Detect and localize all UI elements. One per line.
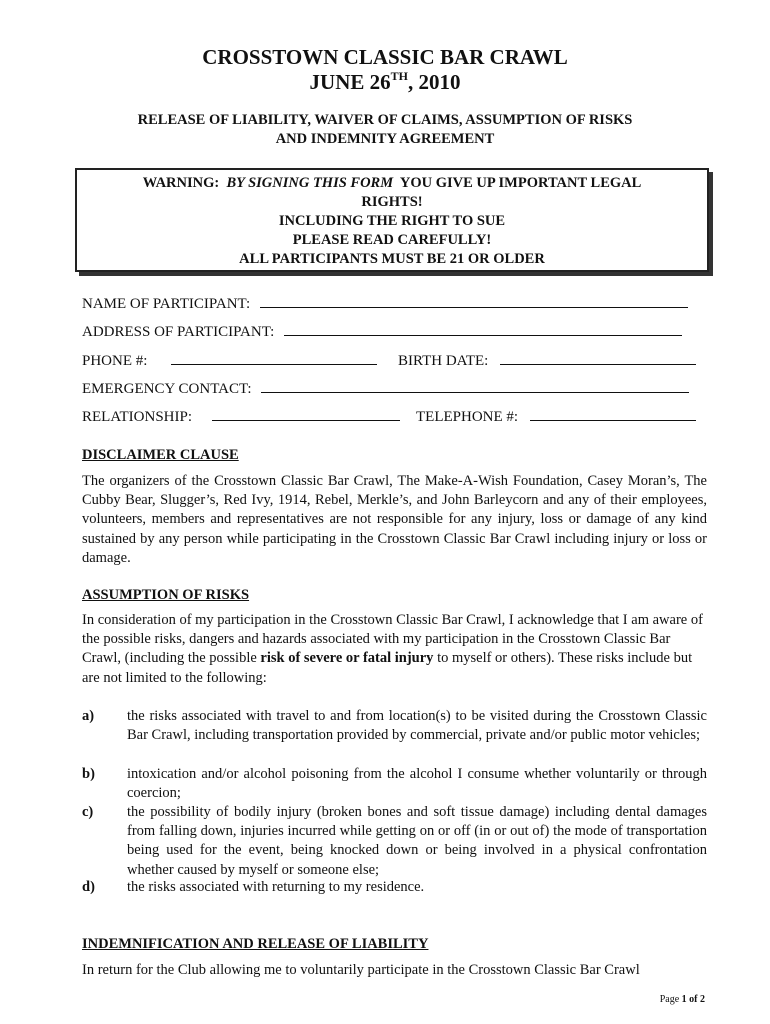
warning-line1-rest: YOU GIVE UP IMPORTANT LEGAL [399,175,642,191]
risk-item-letter: b) [82,766,95,782]
indemnification-text: In return for the Club allowing me to voluntarily participate in the Crosstown Classic Bar Crawl [82,962,640,978]
risk-item [82,765,707,803]
emergency-label: EMERGENCY CONTACT: [82,381,252,397]
assumption-text-bold: risk of severe or fatal injury [260,650,434,667]
document-title: CROSSTOWN CLASSIC BAR CRAWL [202,45,568,69]
risk-item [82,803,707,880]
event-date-day: JUNE 26 [309,70,391,94]
subtitle-line1: RELEASE OF LIABILITY, WAIVER OF CLAIMS, ASSUMPTION OF RISKS [137,112,633,128]
warning-box [75,168,709,272]
emergency-field-row [82,378,689,399]
subtitle-line2: AND INDEMNITY AGREEMENT [275,131,495,147]
birth-field-row [398,350,696,371]
risk-item-letter: d) [82,879,95,895]
page-prefix: Page [659,994,680,1005]
page-count: 1 of 2 [681,994,705,1005]
risk-item-text: intoxication and/or alcohol poisoning from the alcohol I consume whether voluntarily or through coercion; [127,766,707,802]
risk-item-letter: a) [82,708,95,724]
warning-line4: PLEASE READ CAREFULLY! [292,232,492,248]
phone-label: PHONE #: [82,353,148,369]
event-date-year: , 2010 [407,70,461,94]
warning-line1 [77,174,707,193]
risk-item-text: the possibility of bodily injury (broken bones and soft tissue damage) including dental damages from falling down, injuries incurred while getting on or off (in or out of) the mode of transportation being used for the event, being knocked down or being involved in a physical confrontation whether caused by myself or someone else; [127,804,707,878]
phone-field-row [82,350,377,371]
telephone-input-line[interactable] [530,406,696,421]
relationship-input-line[interactable] [212,406,400,421]
name-field-row [82,293,688,314]
warning-line2: RIGHTS! [361,194,423,210]
telephone-field-row [416,406,696,427]
name-input-line[interactable] [260,293,688,308]
address-label: ADDRESS OF PARTICIPANT: [82,324,275,340]
risk-item [82,707,707,745]
indemnification-heading: INDEMNIFICATION AND RELEASE OF LIABILITY [82,936,429,952]
risk-item-text: the risks associated with travel to and from location(s) to be visited during the Crosstown Classic Bar Crawl, including transportation provided by commercial, private and/or public motor vehicles; [127,708,707,744]
warning-italic: BY SIGNING THIS FORM [226,175,394,191]
warning-line3: INCLUDING THE RIGHT TO SUE [278,213,506,229]
address-field-row [82,321,682,342]
assumption-text-before: In consideration of my participation in the Crosstown Classic Bar Crawl, I acknowledge that I am aware of the possible risks, dangers and hazards associated with my participation in the Crosstown Classic Bar Crawl, (including the possible [82,612,703,667]
page-number [660,994,705,1005]
address-input-line[interactable] [284,321,682,336]
relationship-label: RELATIONSHIP: [82,409,193,425]
assumption-heading: ASSUMPTION OF RISKS [82,587,250,603]
assumption-text-after: to myself or others). These risks include but are not limited to the following: [82,650,693,686]
name-label: NAME OF PARTICIPANT: [82,296,251,312]
relationship-field-row [82,406,400,427]
disclaimer-heading: DISCLAIMER CLAUSE [82,447,239,463]
phone-input-line[interactable] [171,350,377,365]
disclaimer-text: The organizers of the Crosstown Classic Bar Crawl, The Make-A-Wish Foundation, Casey Moran’s, The Cubby Bear, Slugger’s, Red Ivy, 1914, Rebel, Merkle’s, and John Barleycorn and any of their employees, volunteers, members and representatives are not responsible for any injury, loss or damage of any kind sustained by any person while participating in the Crosstown Classic Bar Crawl including injury or loss or damage. [82,473,707,566]
emergency-input-line[interactable] [261,378,689,393]
risk-item-text: the risks associated with returning to my residence. [127,879,425,895]
warning-label: WARNING: [142,175,220,191]
warning-line5: ALL PARTICIPANTS MUST BE 21 OR OLDER [239,251,545,267]
event-date-suffix: TH [390,69,408,83]
birth-input-line[interactable] [500,350,696,365]
risk-item [82,878,707,897]
risk-item-letter: c) [82,804,94,820]
birth-label: BIRTH DATE: [398,353,489,369]
assumption-text [82,611,707,688]
telephone-label: TELEPHONE #: [416,409,519,425]
event-date [0,69,770,95]
